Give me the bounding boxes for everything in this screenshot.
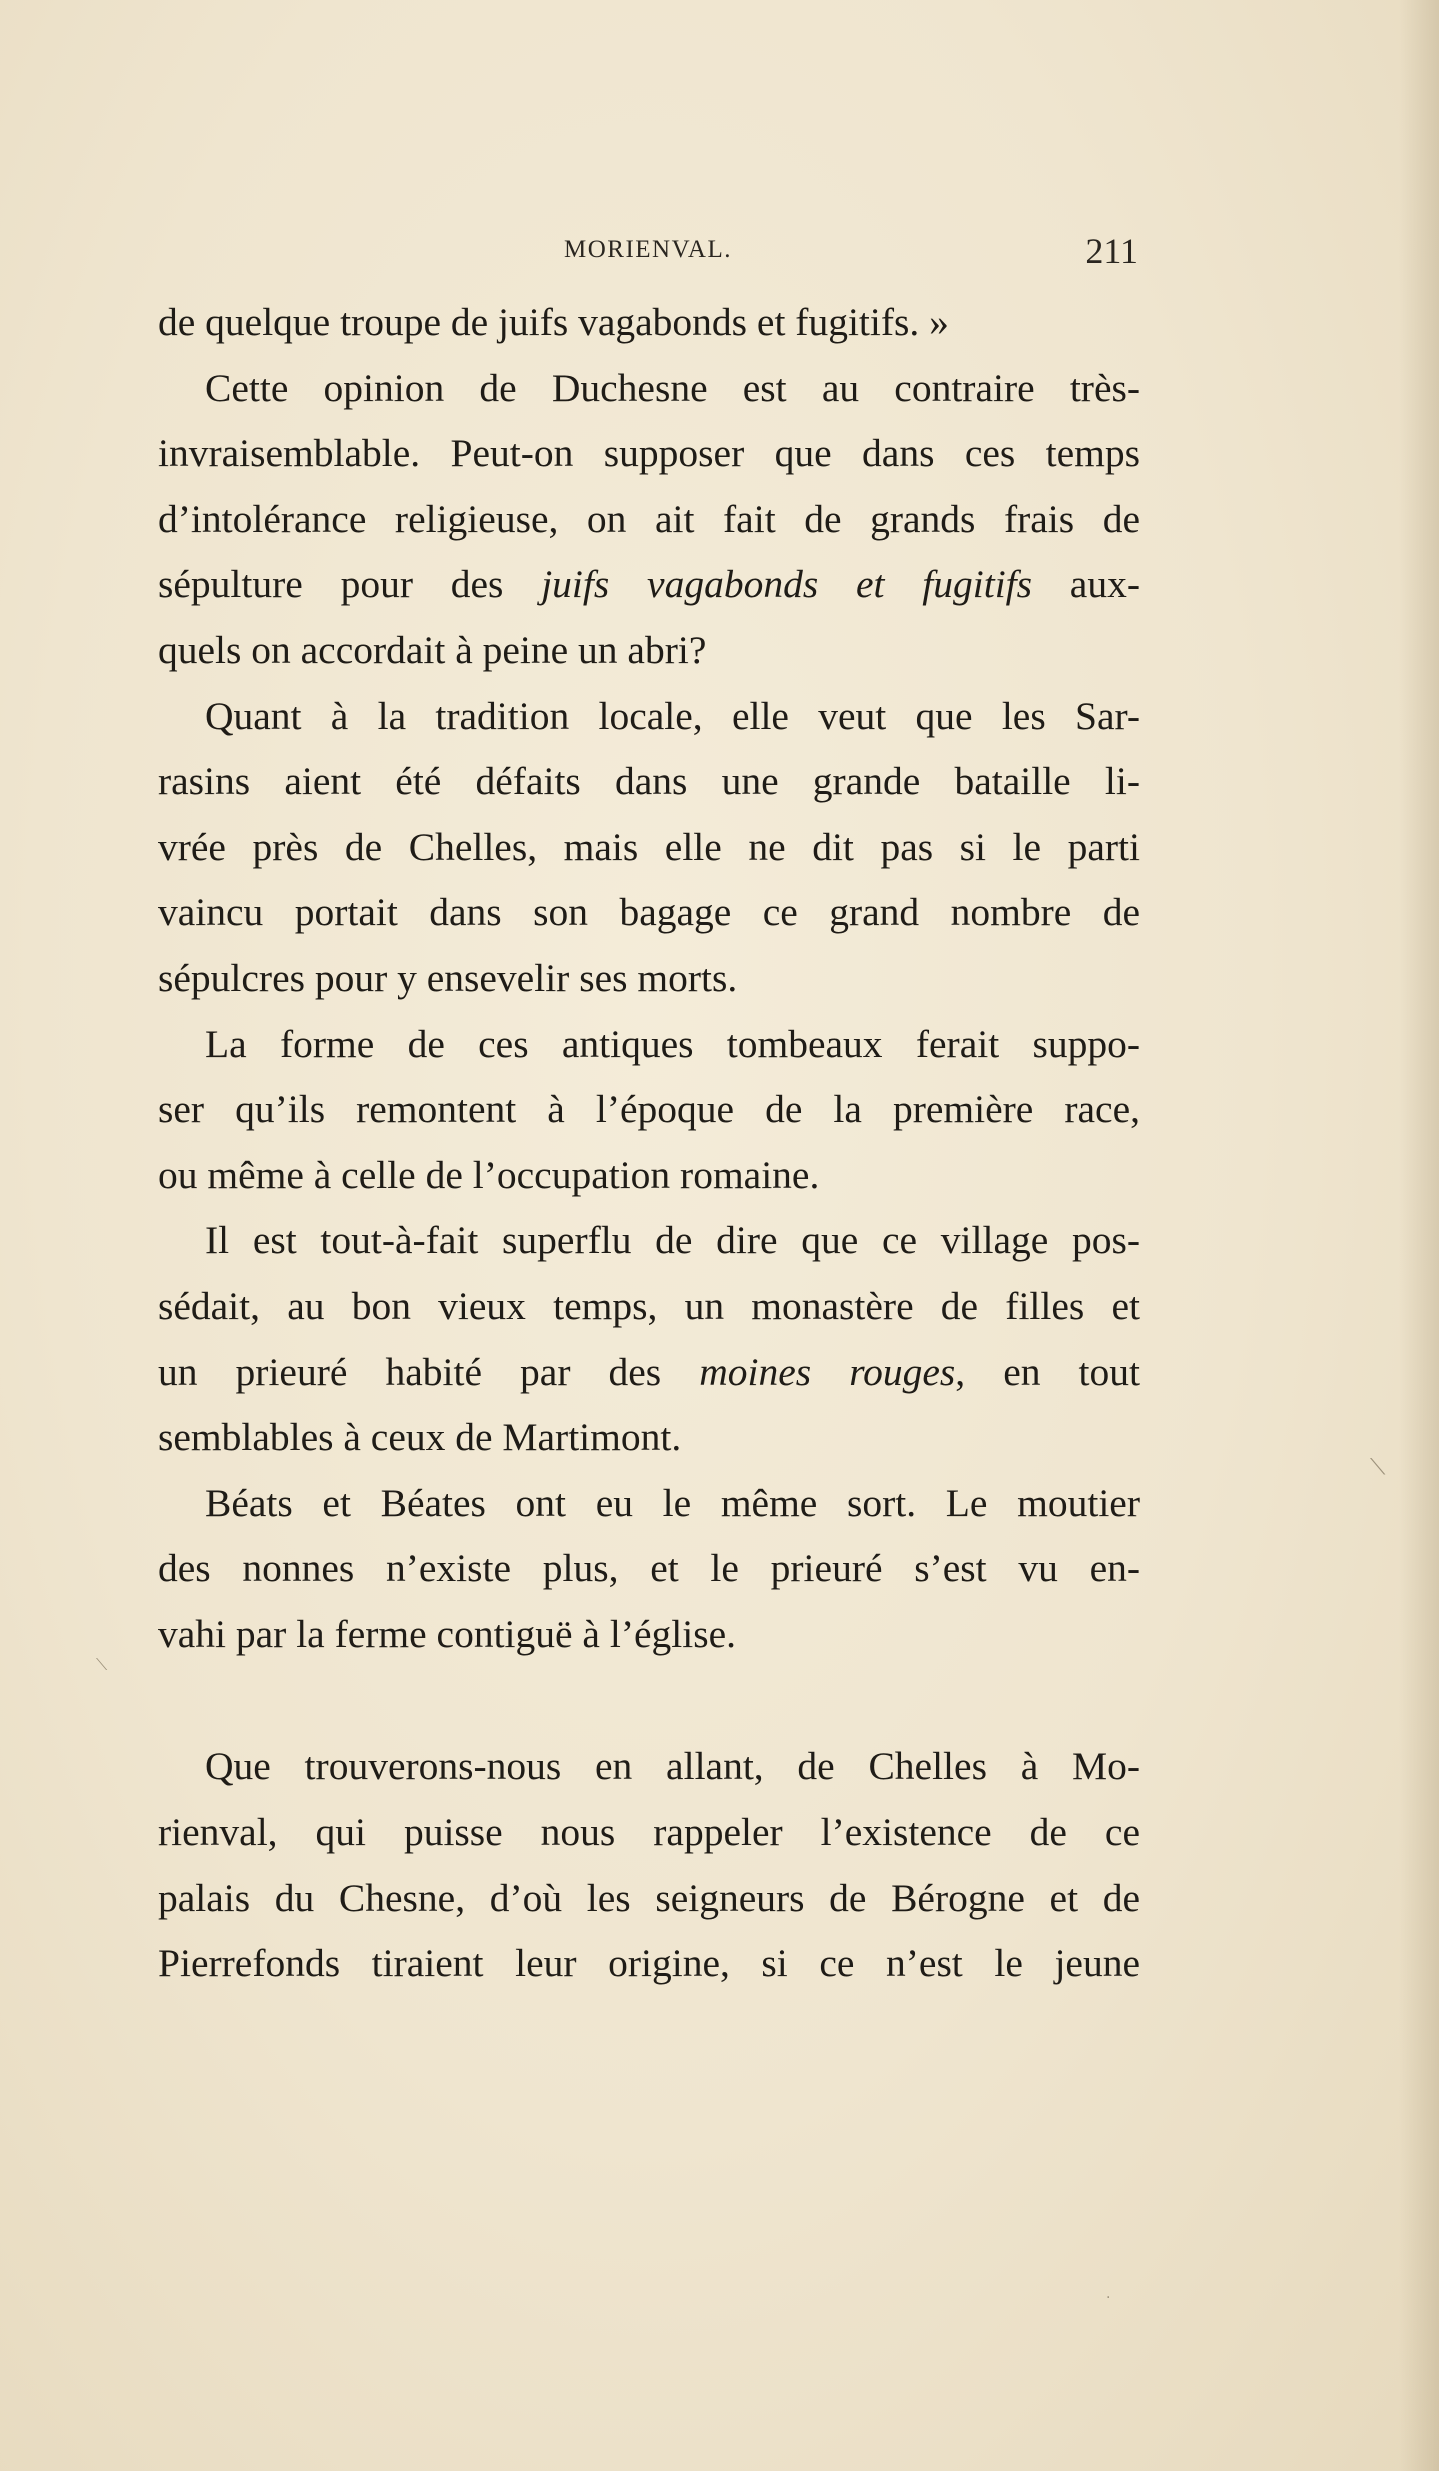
body-text [158, 290, 1140, 1997]
text-line: vaincu portait dans son bagage ce grand nombre de [158, 890, 1140, 935]
section-gap [158, 1667, 1140, 1734]
text-line: quels on accordait à peine un abri? [158, 627, 707, 672]
page-header [158, 226, 1138, 276]
running-title: MORIENVAL. [563, 236, 732, 263]
text-line: rienval, qui puisse nous rappeler l’existence de ce [158, 1810, 1140, 1855]
text-line: Que trouverons-nous en allant, de Chelles à Mo- [205, 1744, 1140, 1789]
page-number: 211 [1085, 231, 1138, 271]
scan-mark: · [1106, 2290, 1111, 2306]
text-line: Cette opinion de Duchesne est au contraire très- [205, 365, 1140, 410]
text-line: de quelque troupe de juifs vagabonds et fugitifs. » [158, 300, 949, 344]
text-line: vahi par la ferme contiguë à l’église. [158, 1611, 736, 1656]
text-line: Béats et Béates ont eu le même sort. Le moutier [205, 1480, 1140, 1525]
text-line: Quant à la tradition locale, elle veut que les Sar- [205, 693, 1140, 738]
text-line: sépulture pour des juifs vagabonds et fugitifs aux- [158, 562, 1140, 607]
text-line: sédait, au bon vieux temps, un monastère de filles et [158, 1283, 1140, 1328]
text-line: Pierrefonds tiraient leur origine, si ce n’est le jeune [158, 1941, 1140, 1986]
italic-phrase: juifs vagabonds et fugitifs [541, 562, 1033, 607]
italic-phrase: moines rouges [699, 1349, 956, 1394]
text-line: semblables à ceux de Martimont. [158, 1415, 682, 1460]
text-line: d’intolérance religieuse, on ait fait de grands frais de [158, 496, 1140, 541]
scan-mark: ⟍ [1370, 1455, 1386, 1480]
text-line: ser qu’ils remontent à l’époque de la première race, [158, 1087, 1140, 1132]
text-line: rasins aient été défaits dans une grande bataille li- [158, 759, 1140, 804]
text-line: un prieuré habité par des moines rouges, en tout [158, 1349, 1141, 1394]
text-line: La forme de ces antiques tombeaux ferait suppo- [205, 1021, 1140, 1066]
text-line: invraisemblable. Peut-on supposer que dans ces temps [158, 431, 1140, 476]
text-line: Il est tout-à-fait superflu de dire que ce village pos- [205, 1218, 1140, 1263]
text-line: des nonnes n’existe plus, et le prieuré s’est vu en- [158, 1546, 1140, 1591]
text-line: vrée près de Chelles, mais elle ne dit pas si le parti [158, 824, 1140, 869]
text-line: ou même à celle de l’occupation romaine. [158, 1152, 820, 1197]
scan-mark: ⟍ [96, 1655, 108, 1674]
text-line: sépulcres pour y ensevelir ses morts. [158, 955, 738, 1000]
text-line: palais du Chesne, d’où les seigneurs de Bérogne et de [158, 1875, 1140, 1920]
